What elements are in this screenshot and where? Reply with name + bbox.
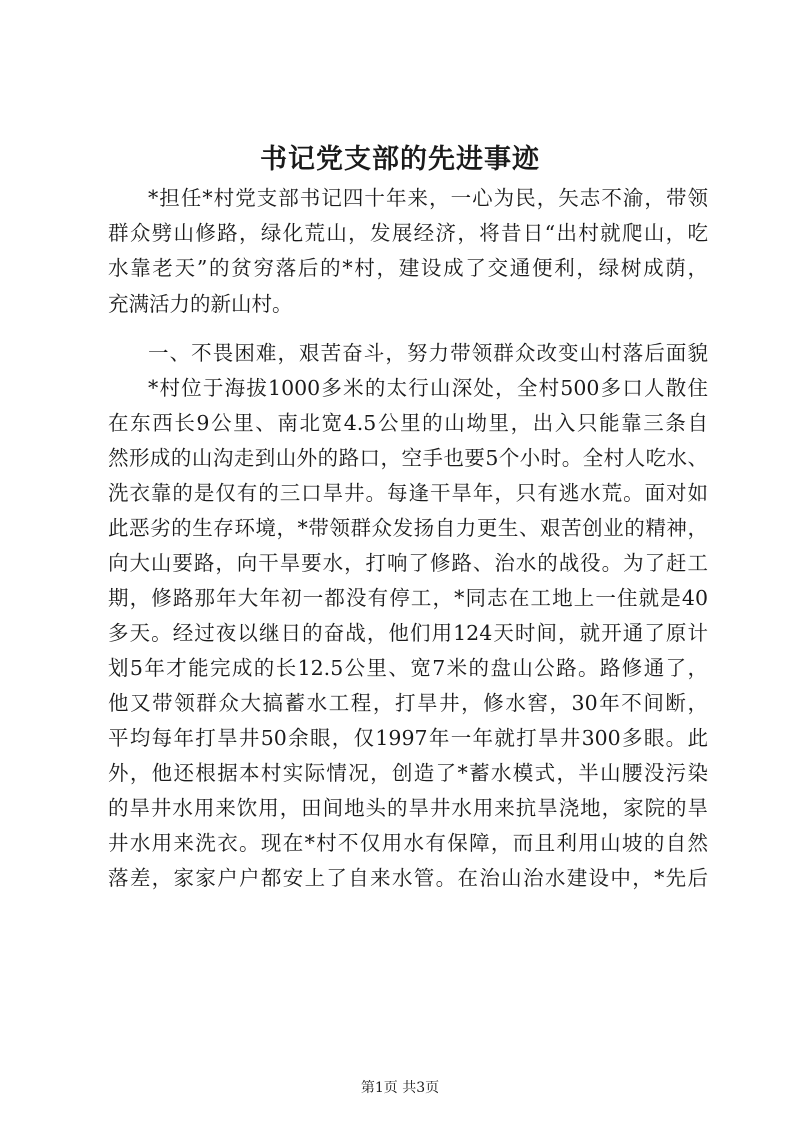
page-footer: 第1页 共3页 bbox=[360, 1080, 440, 1096]
text-line: 多天。经过夜以继日的奋战，他们用124天时间，就开通了原计 bbox=[108, 621, 708, 645]
text-line: 充满活力的新山村。 bbox=[108, 292, 293, 316]
document-title: 书记党支部的先进事迹 bbox=[260, 144, 540, 175]
text-line: 洗衣靠的是仅有的三口旱井。每逢干旱年，只有逃水荒。面对如 bbox=[108, 481, 708, 505]
section-heading: 一、不畏困难，艰苦奋斗，努力带领群众改变山村落后面貌 bbox=[148, 341, 708, 365]
text-line: 的旱井水用来饮用，田间地头的旱井水用来抗旱浇地，家院的旱 bbox=[108, 796, 708, 820]
text-line: 他又带领群众大搞蓄水工程，打旱井，修水窖，30年不间断， bbox=[108, 691, 708, 715]
text-line: 然形成的山沟走到山外的路口，空手也要5个小时。全村人吃水、 bbox=[108, 446, 708, 470]
text-line: 外，他还根据本村实际情况，创造了*蓄水模式，半山腰没污染 bbox=[108, 761, 708, 785]
text-line: 井水用来洗衣。现在*村不仅用水有保障，而且利用山坡的自然 bbox=[108, 831, 708, 855]
text-line: 落差，家家户户都安上了自来水管。在治山治水建设中，*先后 bbox=[108, 866, 708, 890]
text-line: 划5年才能完成的长12.5公里、宽7米的盘山公路。路修通了， bbox=[108, 656, 708, 680]
text-line: 向大山要路，向干旱要水，打响了修路、治水的战役。为了赶工 bbox=[108, 551, 708, 575]
text-line: *担任*村党支部书记四十年来，一心为民，矢志不渝，带领 bbox=[148, 186, 708, 210]
text-line: 此恶劣的生存环境，*带领群众发扬自力更生、艰苦创业的精神， bbox=[108, 516, 708, 540]
text-line: 平均每年打旱井50余眼，仅1997年一年就打旱井300多眼。此 bbox=[108, 726, 708, 750]
text-line: 期，修路那年大年初一都没有停工，*同志在工地上一住就是40 bbox=[108, 586, 708, 610]
text-line: *村位于海拔1000多米的太行山深处，全村500多口人散住 bbox=[148, 376, 708, 400]
text-line: 在东西长9公里、南北宽4.5公里的山坳里，出入只能靠三条自 bbox=[108, 411, 708, 435]
text-line: 群众劈山修路，绿化荒山，发展经济，将昔日“出村就爬山，吃 bbox=[108, 221, 708, 245]
text-line: 水靠老天”的贫穷落后的*村，建设成了交通便利，绿树成荫， bbox=[108, 256, 708, 280]
